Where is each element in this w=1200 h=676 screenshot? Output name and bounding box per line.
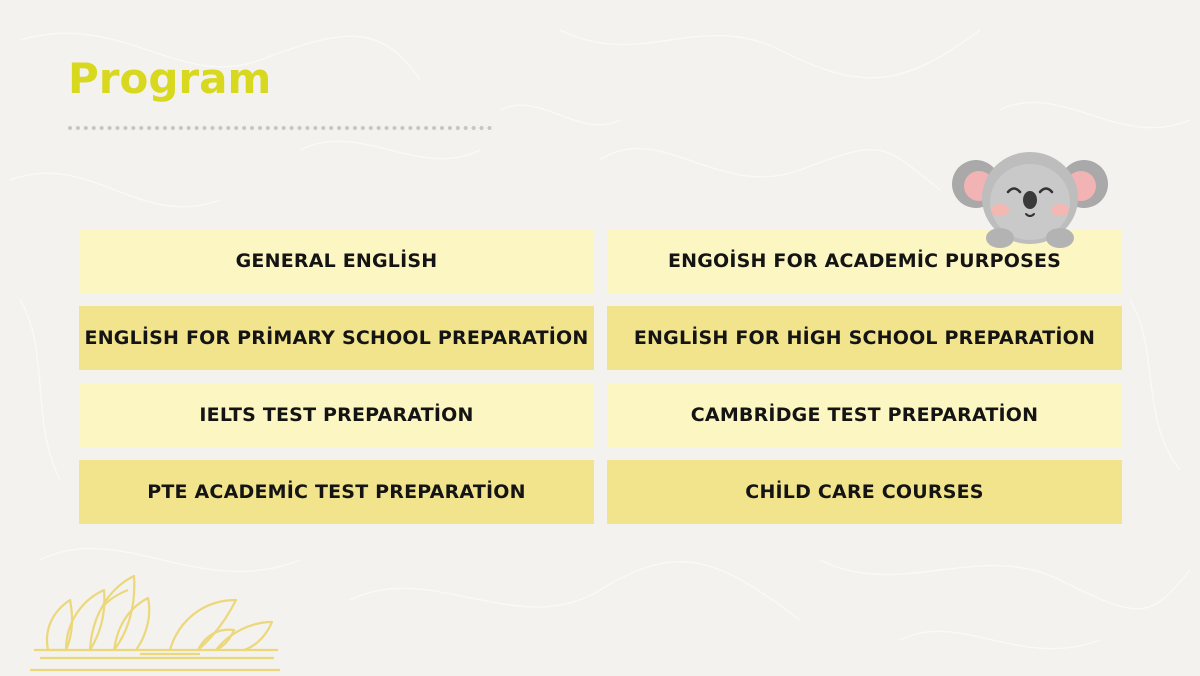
program-english-academic-purposes: ENGOİSH FOR ACADEMİC PURPOSES: [607, 229, 1122, 293]
title-divider: [68, 126, 492, 130]
program-ielts-test-preparation: IELTS TEST PREPARATİON: [79, 383, 594, 447]
program-primary-school-preparation: ENGLİSH FOR PRİMARY SCHOOL PREPARATİON: [79, 306, 594, 370]
program-high-school-preparation: ENGLİSH FOR HİGH SCHOOL PREPARATİON: [607, 306, 1122, 370]
koala-icon: [948, 148, 1112, 248]
program-grid: [79, 229, 1122, 524]
program-general-english: GENERAL ENGLİSH: [79, 229, 594, 293]
program-pte-academic-test-preparation: PTE ACADEMİC TEST PREPARATİON: [79, 460, 594, 524]
program-cambridge-test-preparation: CAMBRİDGE TEST PREPARATİON: [607, 383, 1122, 447]
program-child-care-courses: CHİLD CARE COURSES: [607, 460, 1122, 524]
sydney-opera-house-icon: [30, 570, 280, 676]
page-title: Program: [68, 54, 272, 103]
